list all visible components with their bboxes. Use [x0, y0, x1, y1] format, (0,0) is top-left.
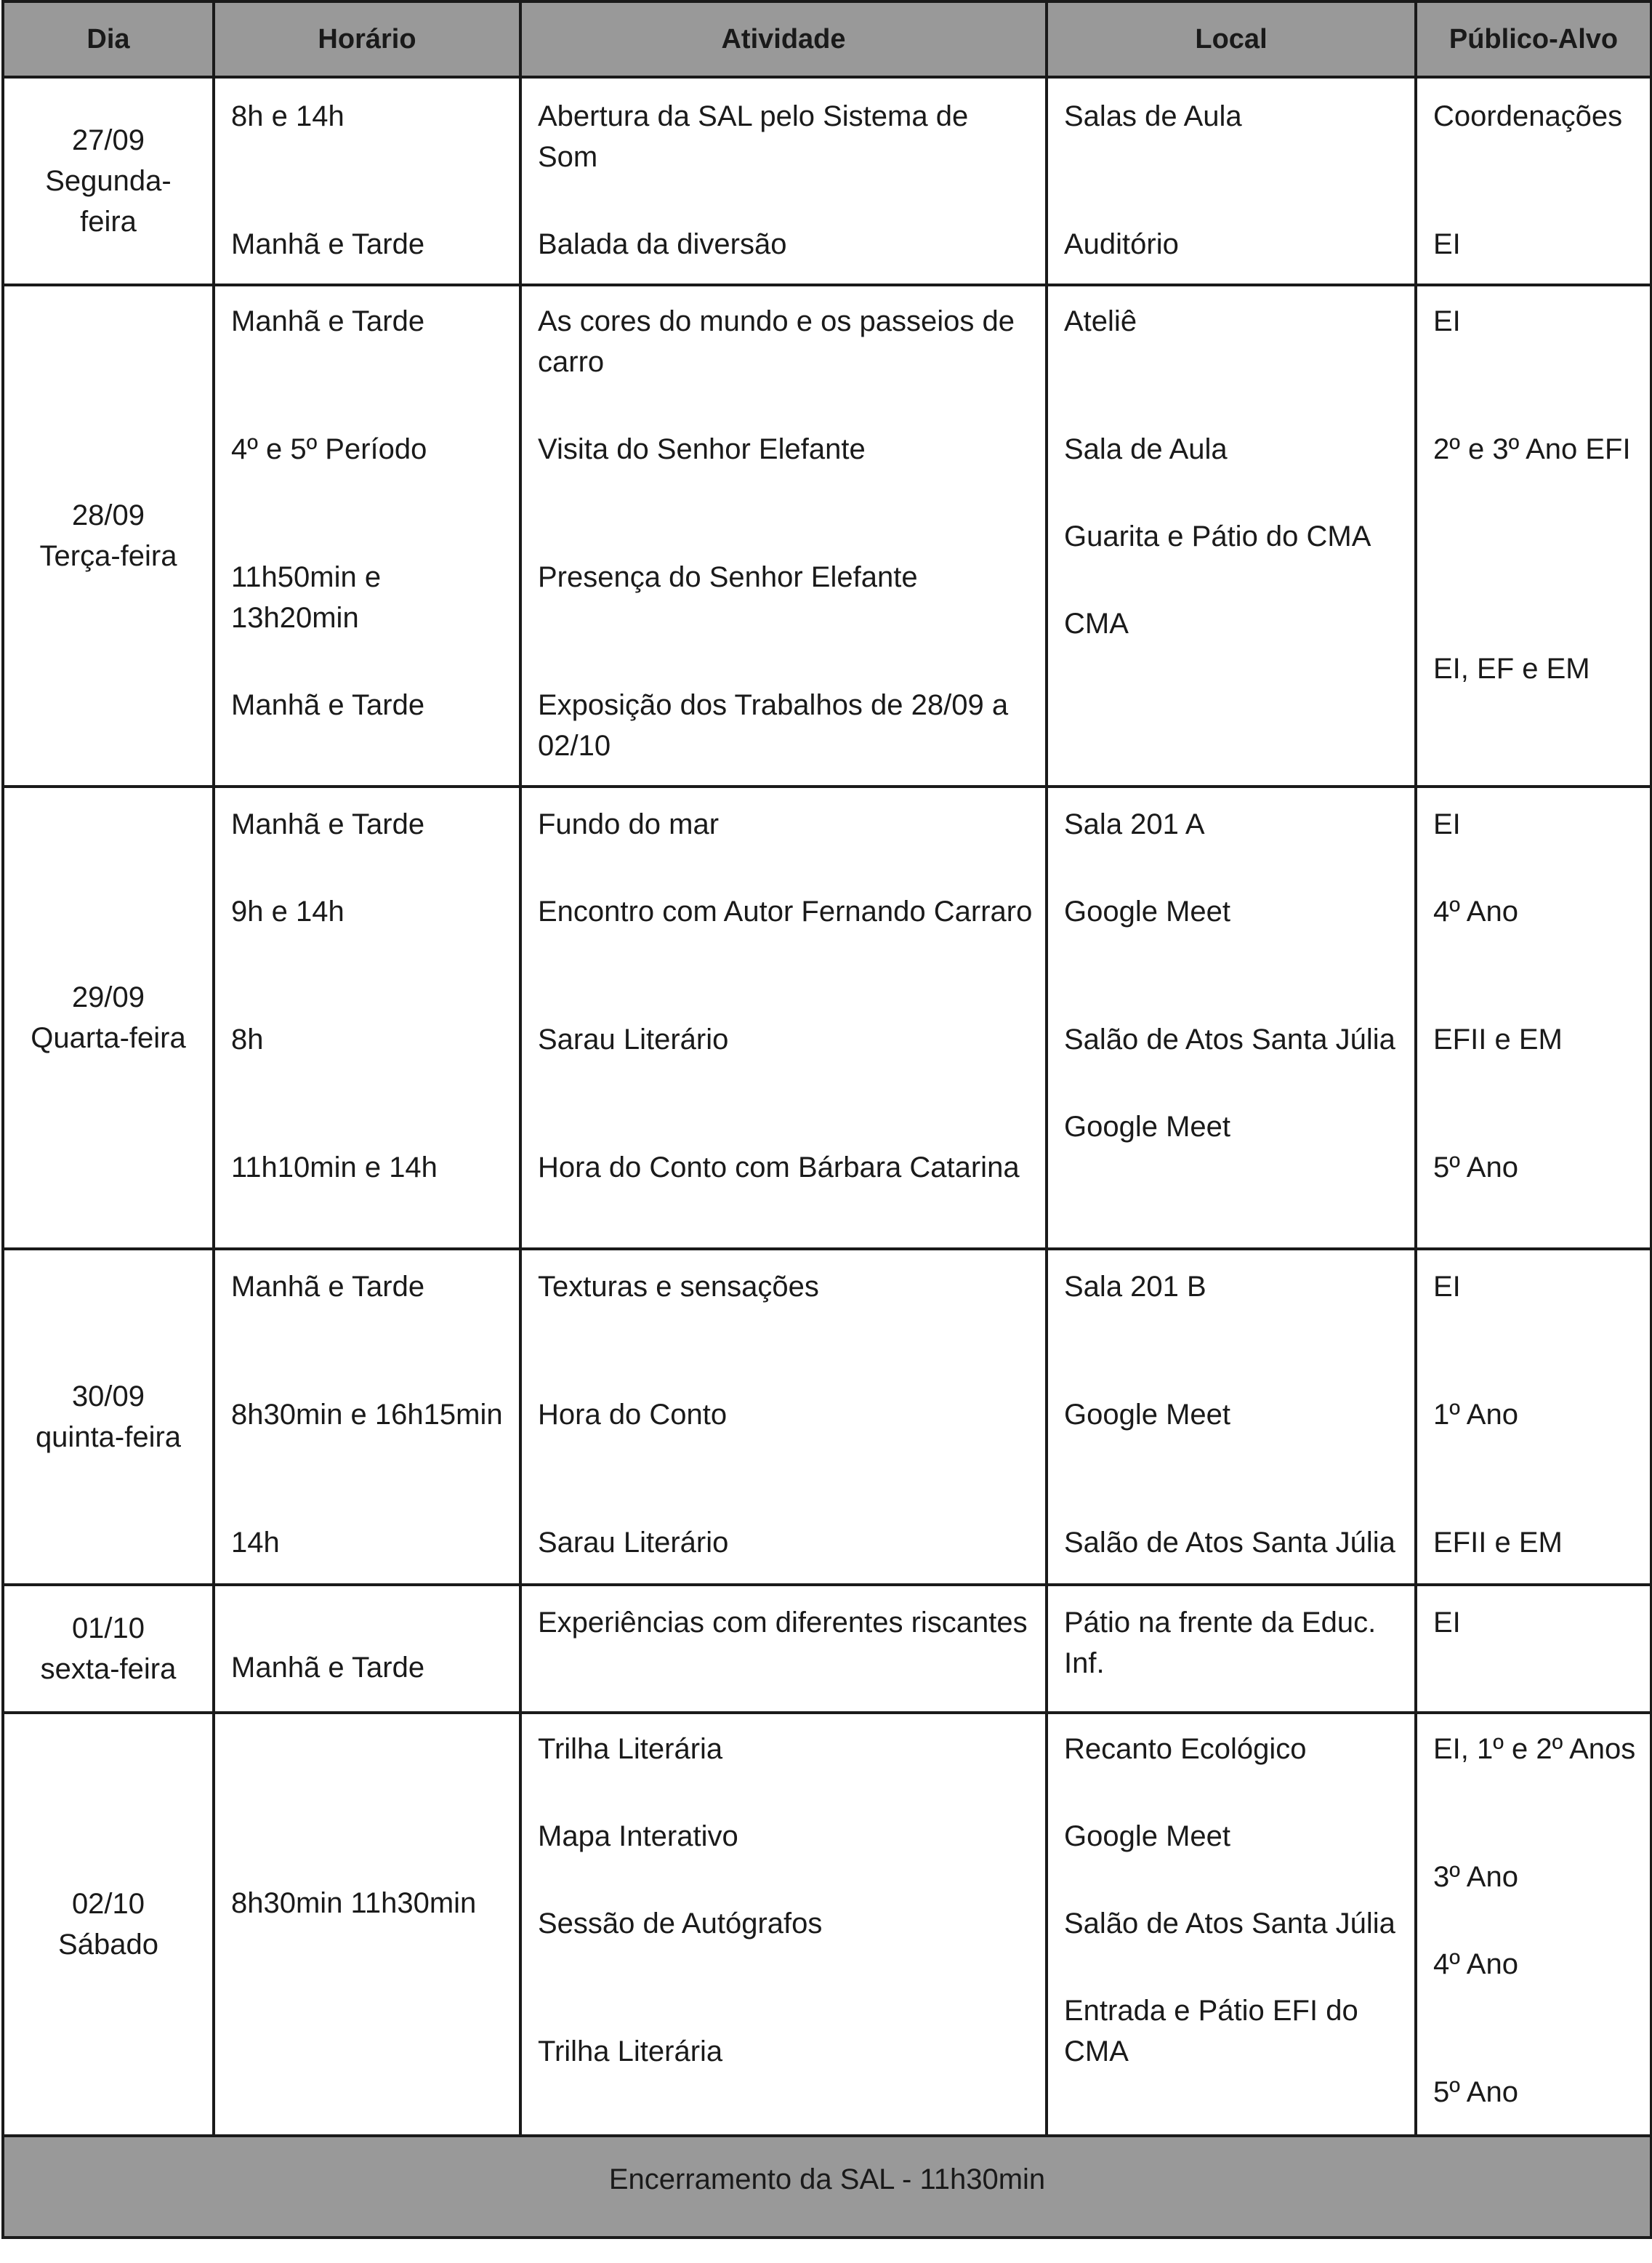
local-cell [1047, 1585, 1416, 1713]
atividade-entry: Texturas e sensações [538, 1271, 819, 1303]
atividade-cell [520, 77, 1047, 285]
local-entry: Google Meet [1064, 1399, 1231, 1431]
publico-entry: 1º Ano [1433, 1399, 1518, 1431]
publico-entry: EI, 1º e 2º Anos [1433, 1733, 1636, 1765]
atividade-entry: Trilha Literária [538, 1733, 723, 1765]
publico-cell [1416, 1585, 1651, 1713]
publico-entry: Coordenações [1433, 100, 1623, 132]
atividade-entry: Balada da diversão [538, 228, 787, 260]
atividade-entry: Hora do Conto [538, 1399, 728, 1431]
horario-entry: 11h10min e 14h [231, 1151, 438, 1183]
local-entry: Salas de Aula [1064, 100, 1242, 132]
atividade-entry: Visita do Senhor Elefante [538, 433, 866, 465]
horario-entry: Manhã e Tarde [231, 305, 425, 337]
header-row [3, 1, 1651, 77]
atividade-entry: Sarau Literário [538, 1527, 729, 1559]
horario-cell [214, 77, 520, 285]
atividade-entry: Exposição dos Trabalhos de 28/09 a 02/10 [538, 689, 1009, 762]
header-local: Local [1047, 1, 1416, 77]
atividade-entry: Presença do Senhor Elefante [538, 561, 918, 593]
horario-entry: Manhã e Tarde [231, 1652, 425, 1684]
horario-entry: 11h50min e 13h20min [231, 561, 382, 634]
schedule-table [1, 0, 1652, 2239]
local-entry: Sala 201 B [1064, 1271, 1206, 1303]
local-cell [1047, 77, 1416, 285]
header-publico-alvo: Público-Alvo [1416, 1, 1651, 77]
local-entry: Salão de Atos Santa Júlia [1064, 1908, 1395, 1940]
horario-entry: 8h e 14h [231, 100, 344, 132]
horario-entry: 8h [231, 1024, 264, 1056]
publico-entry: 3º Ano [1433, 1861, 1518, 1893]
atividade-cell [520, 1585, 1047, 1713]
horario-entry: Manhã e Tarde [231, 808, 425, 840]
atividade-entry: Experiências com diferentes riscantes [538, 1607, 1028, 1639]
publico-entry: 4º Ano [1433, 1948, 1518, 1980]
header-atividade: Atividade [520, 1, 1047, 77]
atividade-entry: Encontro com Autor Fernando Carraro [538, 896, 1033, 928]
header-horario: Horário [214, 1, 520, 77]
local-entry: Entrada e Pátio EFI do CMA [1064, 1995, 1358, 2067]
horario-cell [214, 1249, 520, 1585]
publico-entry: EI [1433, 305, 1461, 337]
local-entry: Google Meet [1064, 896, 1231, 928]
horario-cell [214, 285, 520, 787]
day-row [3, 285, 1651, 787]
publico-entry: 5º Ano [1433, 2076, 1518, 2108]
atividade-cell [520, 1713, 1047, 2136]
local-cell [1047, 1713, 1416, 2136]
day-row [3, 787, 1651, 1249]
day-row [3, 1713, 1651, 2136]
horario-entry: 8h30min 11h30min [231, 1887, 477, 1919]
local-entry: Recanto Ecológico [1064, 1733, 1307, 1765]
local-entry: Salão de Atos Santa Júlia [1064, 1024, 1395, 1056]
day-row [3, 1249, 1651, 1585]
horario-entry: 9h e 14h [231, 896, 344, 928]
atividade-entry: Abertura da SAL pelo Sistema de Som [538, 100, 969, 173]
day-row [3, 1585, 1651, 1713]
publico-entry: 2º e 3º Ano EFI [1433, 433, 1631, 465]
day-row [3, 77, 1651, 285]
day-cell: 27/09 Segunda- feira [3, 77, 214, 285]
publico-entry: 5º Ano [1433, 1151, 1518, 1183]
publico-cell [1416, 285, 1651, 787]
local-entry: CMA [1064, 608, 1129, 640]
closing-note: Encerramento da SAL - 11h30min [3, 2136, 1651, 2238]
horario-cell [214, 1713, 520, 2136]
day-cell: 02/10 Sábado [3, 1713, 214, 2136]
local-entry: Auditório [1064, 228, 1179, 260]
horario-entry: 14h [231, 1527, 280, 1559]
local-entry: Google Meet [1064, 1111, 1231, 1143]
local-entry: Sala 201 A [1064, 808, 1205, 840]
horario-entry: 4º e 5º Período [231, 433, 427, 465]
atividade-cell [520, 787, 1047, 1249]
publico-entry: EI [1433, 1607, 1461, 1639]
local-entry: Guarita e Pátio do CMA [1064, 520, 1371, 552]
publico-cell [1416, 1249, 1651, 1585]
local-entry: Ateliê [1064, 305, 1137, 337]
atividade-entry: Sessão de Autógrafos [538, 1908, 823, 1940]
local-entry: Google Meet [1064, 1820, 1231, 1852]
day-cell: 29/09 Quarta-feira [3, 787, 214, 1249]
local-entry: Salão de Atos Santa Júlia [1064, 1527, 1395, 1559]
publico-entry: EI [1433, 1271, 1461, 1303]
horario-entry: 8h30min e 16h15min [231, 1399, 503, 1431]
day-cell: 30/09 quinta-feira [3, 1249, 214, 1585]
local-cell [1047, 285, 1416, 787]
atividade-entry: Hora do Conto com Bárbara Catarina [538, 1151, 1020, 1183]
atividade-entry: Fundo do mar [538, 808, 720, 840]
publico-cell [1416, 1713, 1651, 2136]
local-cell [1047, 1249, 1416, 1585]
publico-entry: EFII e EM [1433, 1024, 1563, 1056]
footer-row [3, 2136, 1651, 2238]
atividade-entry: Mapa Interativo [538, 1820, 738, 1852]
atividade-entry: Sarau Literário [538, 1024, 729, 1056]
publico-entry: EI, EF e EM [1433, 653, 1590, 685]
horario-entry: Manhã e Tarde [231, 228, 425, 260]
horario-entry: Manhã e Tarde [231, 689, 425, 721]
publico-entry: EI [1433, 228, 1461, 260]
publico-entry: EI [1433, 808, 1461, 840]
local-cell [1047, 787, 1416, 1249]
publico-entry: 4º Ano [1433, 896, 1518, 928]
atividade-cell [520, 285, 1047, 787]
atividade-entry: Trilha Literária [538, 2035, 723, 2067]
header-dia: Dia [3, 1, 214, 77]
publico-entry: EFII e EM [1433, 1527, 1563, 1559]
local-entry: Pátio na frente da Educ. Inf. [1064, 1607, 1377, 1679]
horario-entry: Manhã e Tarde [231, 1271, 425, 1303]
horario-cell [214, 787, 520, 1249]
publico-cell [1416, 77, 1651, 285]
day-cell: 28/09 Terça-feira [3, 285, 214, 787]
local-entry: Sala de Aula [1064, 433, 1228, 465]
atividade-cell [520, 1249, 1047, 1585]
day-cell: 01/10 sexta-feira [3, 1585, 214, 1713]
atividade-entry: As cores do mundo e os passeios de carro [538, 305, 1015, 378]
horario-cell [214, 1585, 520, 1713]
publico-cell [1416, 787, 1651, 1249]
